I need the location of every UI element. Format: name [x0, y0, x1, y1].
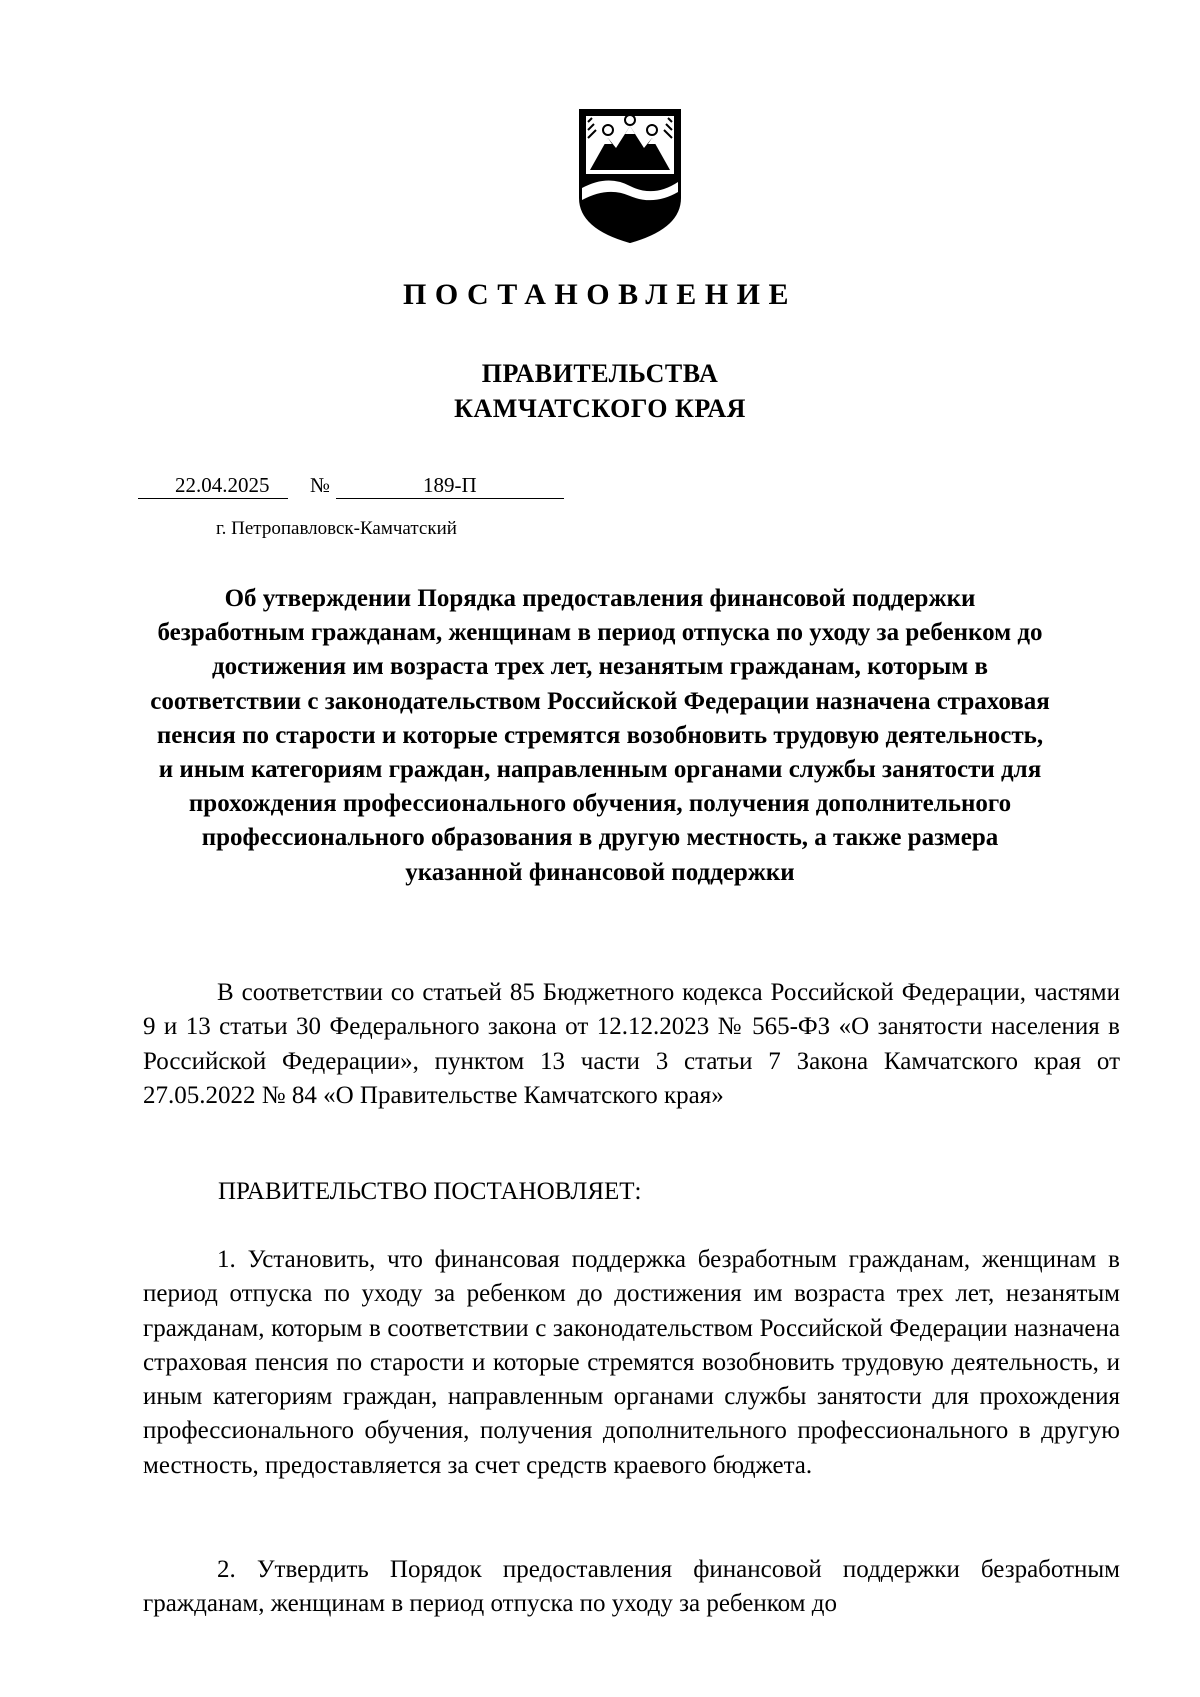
decree-line: ПРАВИТЕЛЬСТВО ПОСТАНОВЛЯЕТ:: [218, 1178, 642, 1205]
item-1-paragraph: 1. Установить, что финансовая поддержка безработным гражданам, женщинам в период отпуска по уходу за ребенком до достижения им возраста трех лет, незанятым гражданам, которым в соответствии с законодательством Российской Федерации назначена страховая пенсия по старости и которые стремятся возобновить трудовую деятельность, и иным категориям граждан, направленным органами службы занятости для прохождения профессионального обучения, получения дополнительного профессионального в другую местность, предоставляется за счет средств краевого бюджета.: [143, 1246, 1120, 1479]
document-number: 189-П: [423, 473, 477, 497]
document-type-title: ПОСТАНОВЛЕНИЕ: [403, 278, 797, 311]
organization-name: [0, 356, 1200, 426]
date-number-line: [138, 471, 564, 501]
document-date: 22.04.2025: [175, 473, 270, 497]
number-sign: №: [310, 473, 331, 497]
date-underline: [138, 498, 288, 499]
organization-line-2: КАМЧАТСКОГО КРАЯ: [454, 394, 746, 423]
item-2-paragraph: 2. Утвердить Порядок предоставления финансовой поддержки безработным гражданам, женщинам в период отпуска по уходу за ребенком до: [143, 1556, 1120, 1618]
organization-line-1: ПРАВИТЕЛЬСТВА: [481, 359, 719, 388]
city: г. Петропавловск-Камчатский: [216, 518, 457, 539]
preamble-paragraph: В соответствии со статьей 85 Бюджетного кодекса Российской Федерации, частями 9 и 13 статьи 30 Федерального закона от 12.12.2023 № 565-ФЗ «О занятости населения в Российской Федерации», пунктом 13 части 3 статьи 7 Закона Камчатского края от 27.05.2022 № 84 «О Правительстве Камчатского края»: [143, 979, 1120, 1109]
coat-of-arms-emblem: [578, 108, 682, 244]
document-subject: Об утверждении Порядка предоставления финансовой поддержки безработным гражданам, женщинам в период отпуска по уходу за ребенком до достижения им возраста трех лет, незанятым гражданам, которым в соответствии с законодательством Российской Федерации назначена страховая пенсия по старости и которые стремятся возобновить трудовую деятельность, и иным категориям граждан, направленным органами службы занятости для прохождения профессионального обучения, получения дополнительного профессионального образования в другую местность, а также размера указанной финансовой поддержки: [150, 585, 1050, 886]
number-underline: [336, 498, 564, 499]
